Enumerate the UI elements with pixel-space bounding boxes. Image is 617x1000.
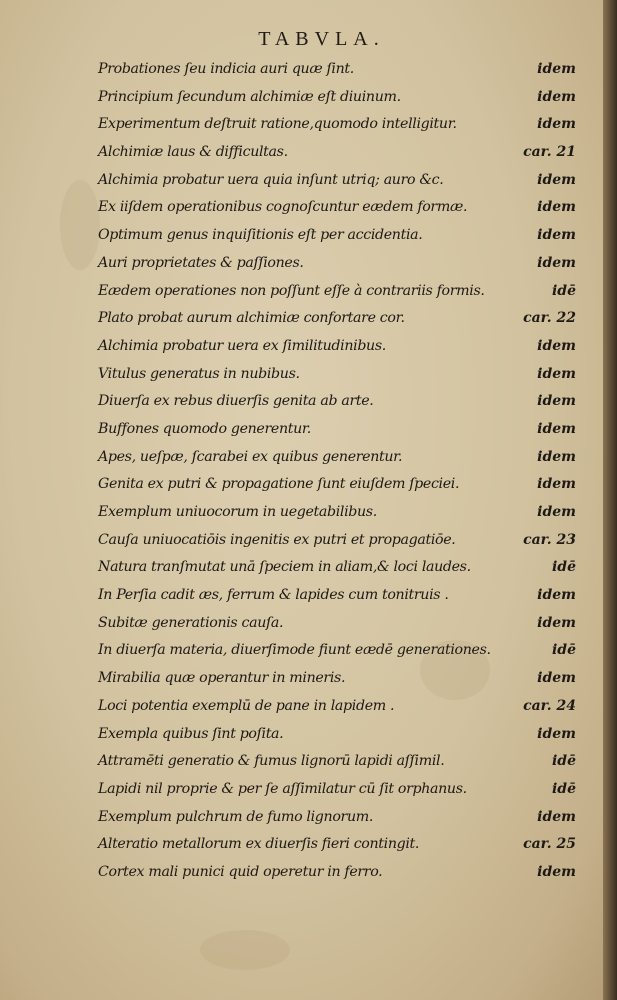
entry-text: Principium ſecundum alchimiæ eſt diuinum. bbox=[98, 88, 401, 105]
entry-reference: idem bbox=[537, 199, 576, 216]
entry-text: Experimentum deſtruit ratione,quomodo intelligitur. bbox=[98, 116, 457, 133]
entry-reference: idē bbox=[551, 559, 576, 576]
page-header: TABVLA. bbox=[258, 28, 385, 50]
index-entry bbox=[98, 610, 576, 638]
entry-reference: car. 24 bbox=[523, 697, 576, 714]
entry-reference: idem bbox=[537, 476, 576, 493]
index-entry bbox=[98, 194, 576, 222]
entry-reference: idem bbox=[537, 365, 576, 382]
entry-reference: idem bbox=[537, 420, 576, 437]
entry-text: Optimum genus inquiſitionis eſt per accidentia. bbox=[98, 227, 423, 244]
index-entry bbox=[98, 84, 576, 112]
index-entry bbox=[98, 748, 576, 776]
entry-text: Exemplum uniuocorum in uegetabilibus. bbox=[98, 504, 377, 520]
entry-text: Eædem operationes non poſſunt eſſe à contrariis formis. bbox=[98, 282, 485, 299]
entry-reference: idem bbox=[537, 863, 576, 880]
index-entry bbox=[98, 139, 576, 167]
entry-reference: car. 23 bbox=[523, 531, 576, 548]
entry-reference: idem bbox=[537, 808, 576, 825]
entry-text: Vitulus generatus in nubibus. bbox=[98, 365, 300, 382]
index-entry bbox=[98, 416, 576, 444]
entry-text: Mirabilia quæ operantur in mineris. bbox=[98, 670, 346, 687]
entry-text: Natura tranſmutat unā ſpeciem in aliam,& loci laudes. bbox=[98, 559, 471, 576]
index-entry bbox=[98, 637, 576, 665]
index-entry bbox=[98, 222, 576, 250]
index-entry bbox=[98, 582, 576, 610]
entry-text: Loci potentia exemplū de pane in lapidem . bbox=[98, 697, 395, 714]
entry-text: Exempla quibus ſint poſita. bbox=[98, 725, 284, 742]
page-edge-shadow bbox=[603, 0, 617, 1000]
index-entry bbox=[98, 333, 576, 361]
entry-text: Diuerſa ex rebus diuerſis genita ab arte. bbox=[98, 393, 374, 410]
index-entry bbox=[98, 776, 576, 804]
entry-reference: idē bbox=[551, 642, 576, 659]
entry-text: In Perſia cadit æs, ferrum & lapides cum tonitruis . bbox=[98, 587, 449, 604]
entry-reference: car. 21 bbox=[523, 144, 576, 161]
index-entry bbox=[98, 444, 576, 472]
entry-reference: idem bbox=[537, 448, 576, 465]
index-entry bbox=[98, 111, 576, 139]
entry-text: Alchimiæ laus & difficultas. bbox=[98, 144, 288, 161]
entry-text: Alteratio metallorum ex diuerſis fieri contingit. bbox=[98, 836, 420, 853]
index-entry bbox=[98, 305, 576, 333]
entry-text: Exemplum pulchrum de fumo lignorum. bbox=[98, 808, 373, 825]
entry-text: Attramēti generatio & fumus lignorū lapidi aſſimil. bbox=[98, 753, 445, 770]
entry-text: Probationes ſeu indicia auri quæ ſint. bbox=[98, 61, 354, 77]
index-entry bbox=[98, 859, 576, 887]
entry-text: Alchimia probatur uera ex ſimilitudinibus. bbox=[98, 337, 386, 354]
entry-text: Auri proprietates & paſſiones. bbox=[98, 254, 304, 271]
entry-reference: idem bbox=[537, 337, 576, 354]
entry-text: Subitæ generationis cauſa. bbox=[98, 614, 284, 631]
entry-reference: idem bbox=[537, 587, 576, 604]
index-entry bbox=[98, 388, 576, 416]
entry-text: In diuerſa materia, diuerſimode fiunt eædē generationes. bbox=[98, 642, 491, 659]
index-entry bbox=[98, 831, 576, 859]
entry-reference: idem bbox=[537, 614, 576, 631]
index-entry bbox=[98, 804, 576, 832]
index-entry bbox=[98, 278, 576, 306]
entry-reference: idem bbox=[537, 116, 576, 133]
entry-text: Plato probat aurum alchimiæ confortare cor. bbox=[98, 310, 405, 327]
entry-text: Genita ex putri & propagatione ſunt eiuſdem ſpeciei. bbox=[98, 476, 460, 493]
entry-text: Buffones quomodo generentur. bbox=[98, 420, 311, 437]
entry-reference: car. 25 bbox=[523, 836, 576, 853]
entry-text: Cortex mali punici quid operetur in ferro. bbox=[98, 863, 383, 880]
index-entry bbox=[98, 250, 576, 278]
entry-text: Apes, ueſpæ, ſcarabei ex quibus generentur. bbox=[98, 448, 403, 465]
index-entry bbox=[98, 554, 576, 582]
entry-reference: idē bbox=[551, 753, 576, 770]
entry-reference: idem bbox=[537, 171, 576, 188]
entry-text: Lapidi nil proprie & per ſe aſſimilatur cū ſit orphanus. bbox=[98, 780, 467, 797]
entry-reference: idem bbox=[537, 61, 576, 77]
entry-reference: idem bbox=[537, 504, 576, 520]
index-entry bbox=[98, 471, 576, 499]
index-entry bbox=[98, 56, 576, 84]
entry-text: Alchimia probatur uera quia inſunt utriq; auro &c. bbox=[98, 171, 444, 188]
entry-reference: idē bbox=[551, 282, 576, 299]
index-entry bbox=[98, 721, 576, 749]
entry-reference: idem bbox=[537, 670, 576, 687]
index-entry bbox=[98, 527, 576, 555]
entry-text: Cauſa uniuocatiōis ingenitis ex putri et propagatiōe. bbox=[98, 531, 456, 548]
entry-reference: car. 22 bbox=[523, 310, 576, 327]
entry-reference: idem bbox=[537, 254, 576, 271]
index-entry bbox=[98, 665, 576, 693]
entry-reference: idem bbox=[537, 393, 576, 410]
index-entry bbox=[98, 361, 576, 389]
paper-stain bbox=[60, 180, 100, 270]
entry-text: Ex iiſdem operationibus cognoſcuntur eædem formæ. bbox=[98, 199, 468, 216]
index-entry bbox=[98, 499, 576, 527]
entry-reference: idē bbox=[551, 780, 576, 797]
entry-reference: idem bbox=[537, 227, 576, 244]
index-entries bbox=[98, 56, 576, 887]
index-entry bbox=[98, 693, 576, 721]
entry-reference: idem bbox=[537, 88, 576, 105]
index-entry bbox=[98, 167, 576, 195]
paper-stain bbox=[200, 930, 290, 970]
entry-reference: idem bbox=[537, 725, 576, 742]
